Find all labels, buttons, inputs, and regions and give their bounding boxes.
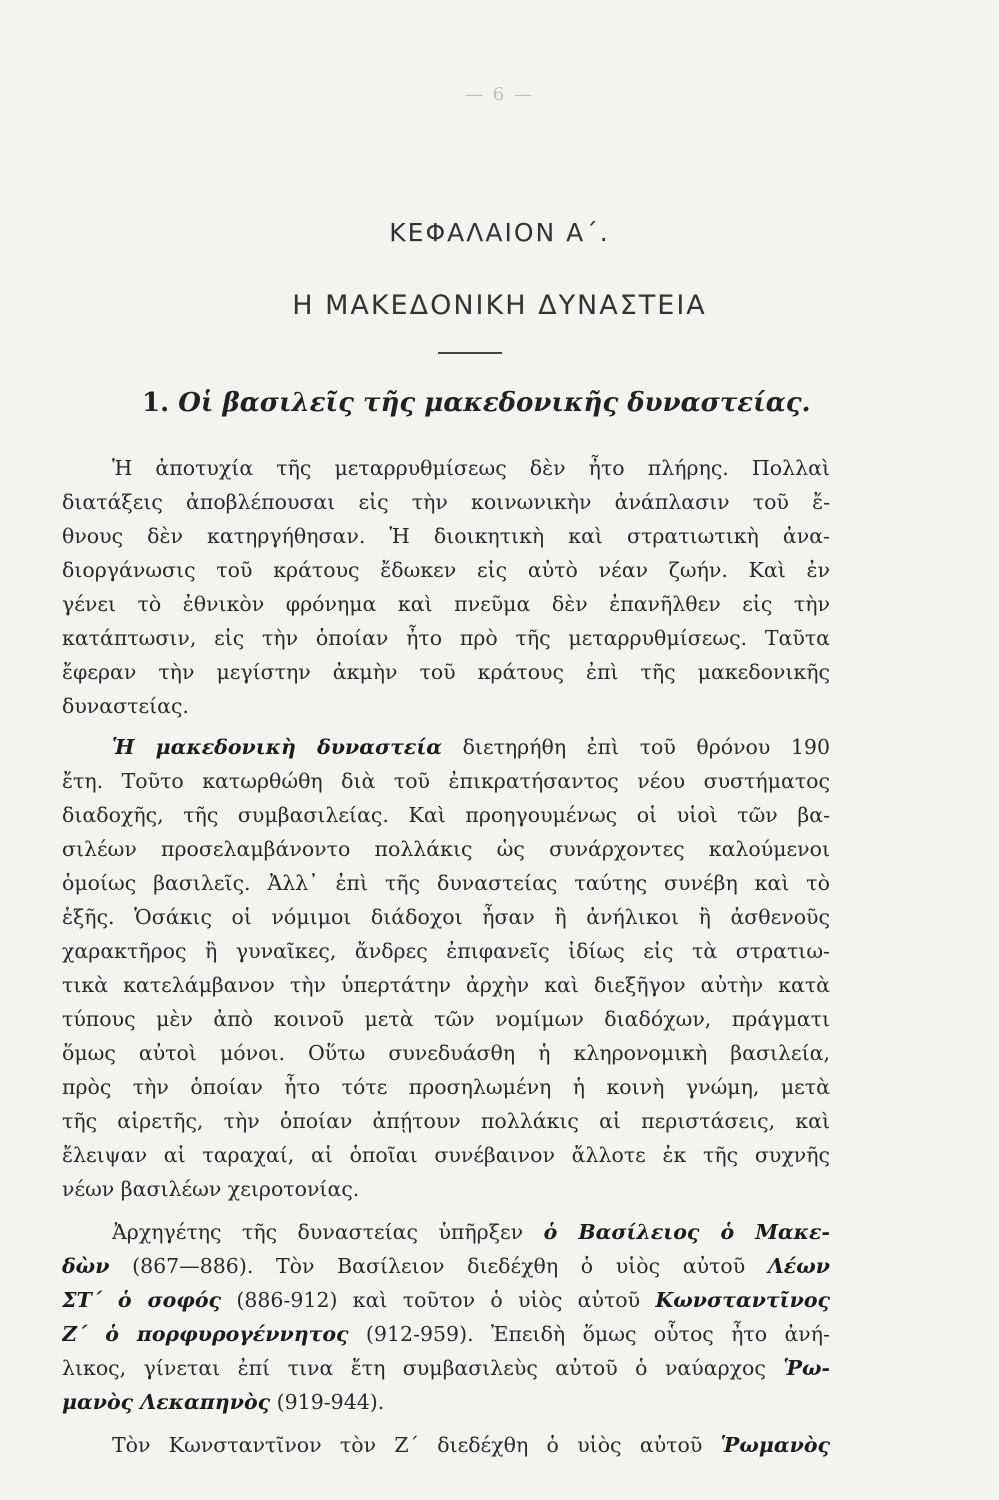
text-line: ἑξῆς. Ὁσάκις οἱ νόμιμοι διάδοχοι ἦσαν ἢ ἀνήλικοι ἢ ἀσθενοῦς	[62, 905, 830, 929]
text-line: τικὰ κατελάμβανον τὴν ὑπερτάτην ἀρχὴν καὶ διεξῆγον αὐτὴν κατὰ	[62, 973, 830, 997]
section-heading	[142, 388, 842, 418]
text-line	[62, 1283, 830, 1317]
text-line: σιλέων προσελαμβάνοντο πολλάκις ὡς συνάρχοντες καλούμενοι	[62, 837, 830, 861]
emphasis: δὼν	[62, 1254, 110, 1278]
text-line: χαρακτῆρος ἢ γυναῖκες, ἄνδρες ἐπιφανεῖς ἰδίως εἰς τὰ στρατιω-	[62, 939, 830, 963]
text-line: τῆς αἱρετῆς, τὴν ὁποίαν ἀπῄτουν πολλάκις αἱ περιστάσεις, καὶ	[62, 1109, 830, 1133]
chapter-title: Η ΜΑΚΕΔΟΝΙΚΗ ΔΥΝΑΣΤΕΙΑ	[292, 290, 707, 321]
text-line	[112, 730, 830, 764]
text-line: γένει τὸ ἐθνικὸν φρόνημα καὶ πνεῦμα δὲν ἐπανῆλθεν εἰς τὴν	[62, 592, 830, 616]
text-run: Τὸν Κωνσταντῖνον τὸν Ζ΄ διεδέχθη ὁ υἱὸς αὐτοῦ	[112, 1433, 721, 1457]
emphasis: Κωνσταντῖνος	[655, 1288, 830, 1312]
text-line: ὅμως αὐτοὶ μόνοι. Οὕτω συνεδυάσθη ἡ κληρονομικὴ βασιλεία,	[62, 1041, 830, 1065]
text-run: διετηρήθη ἐπὶ τοῦ θρόνου 190	[442, 735, 830, 759]
text-run: (919-944).	[270, 1390, 385, 1414]
emphasis: Ῥωμανὸς	[720, 1433, 830, 1457]
text-line: ὁμοίως βασιλεῖς. Ἀλλ᾽ ἐπὶ τῆς δυναστείας ταύτης συνέβη καὶ τὸ	[62, 871, 830, 895]
text-line: τύπους μὲν ἀπὸ κοινοῦ μετὰ τῶν νομίμων διαδόχων, πράγματι	[62, 1007, 830, 1031]
text-line: ἔλειψαν αἱ ταραχαί, αἱ ὁποῖαι συνέβαινον ἄλλοτε ἐκ τῆς συχνῆς	[62, 1143, 830, 1167]
text-line	[62, 1385, 830, 1419]
text-run: (867—886). Τὸν Βασίλειον διεδέχθη ὁ υἱὸς αὐτοῦ	[109, 1254, 768, 1278]
title-rule	[438, 352, 502, 354]
text-line	[112, 1428, 830, 1462]
text-line: ἔφεραν τὴν μεγίστην ἀκμὴν τοῦ κράτους ἐπὶ τῆς μακεδονικῆς	[62, 660, 830, 684]
text-line: θνους δὲν κατηργήθησαν. Ἡ διοικητικὴ καὶ στρατιωτικὴ ἀνα-	[62, 524, 830, 548]
text-line: διοργάνωσις τοῦ κράτους ἔδωκεν εἰς αὐτὸ νέαν ζωήν. Καὶ ἐν	[62, 558, 830, 582]
section-title: Οἱ βασιλεῖς τῆς μακεδονικῆς δυναστείας.	[178, 388, 811, 418]
text-line	[62, 1249, 830, 1283]
text-line: δυναστείας.	[62, 694, 189, 718]
emphasis: ὁ Βασίλειος ὁ Μακε-	[543, 1220, 830, 1244]
emphasis: Λέων	[767, 1254, 830, 1278]
text-run: (912-959). Ἐπειδὴ ὅμως οὗτος ἦτο ἀνή-	[348, 1322, 830, 1346]
text-line: πρὸς τὴν ὁποίαν ἦτο τότε προσηλωμένη ἡ κοινὴ γνώμη, μετὰ	[62, 1075, 830, 1099]
text-line: διατάξεις ἀποβλέπουσαι εἰς τὴν κοινωνικὴν ἀνάπλασιν τοῦ ἔ-	[62, 490, 830, 514]
text-line	[62, 1317, 830, 1351]
emphasis: Ἡ μακεδονικὴ δυναστεία	[112, 735, 443, 759]
text-line	[62, 1351, 830, 1385]
text-run: λικος, γίνεται ἐπί τινα ἔτη συμβασιλεὺς αὐτοῦ ὁ ναύαρχος	[62, 1356, 784, 1380]
text-line: κατάπτωσιν, εἰς τὴν ὁποίαν ἦτο πρὸ τῆς μεταρρυθμίσεως. Ταῦτα	[62, 626, 830, 650]
section-number: 1.	[142, 388, 170, 418]
emphasis: μανὸς Λεκαπηνὸς	[62, 1390, 271, 1414]
emphasis: Ῥω-	[783, 1356, 830, 1380]
text-line: διαδοχῆς, τῆς συμβασιλείας. Καὶ προηγουμένως οἱ υἱοὶ τῶν βα-	[62, 803, 830, 827]
chapter-label: ΚΕΦΑΛΑΙΟΝ Α΄.	[389, 218, 610, 247]
text-line: Ἡ ἀποτυχία τῆς μεταρρυθμίσεως δὲν ἦτο πλήρης. Πολλαὶ	[112, 456, 830, 480]
page-number: — 6 —	[465, 84, 534, 105]
text-run: Ἀρχηγέτης τῆς δυναστείας ὑπῆρξεν	[112, 1220, 544, 1244]
text-line	[112, 1215, 830, 1249]
text-run: (886-912) καὶ τοῦτον ὁ υἱὸς αὐτοῦ	[221, 1288, 656, 1312]
text-line: νέων βασιλέων χειροτονίας.	[62, 1177, 360, 1201]
emphasis: ΣΤ΄ ὁ σοφός	[62, 1288, 222, 1312]
emphasis: Ζ΄ ὁ πορφυρογέννητος	[62, 1322, 349, 1346]
text-line: ἔτη. Τοῦτο κατωρθώθη διὰ τοῦ ἐπικρατήσαντος νέου συστήματος	[62, 769, 830, 793]
